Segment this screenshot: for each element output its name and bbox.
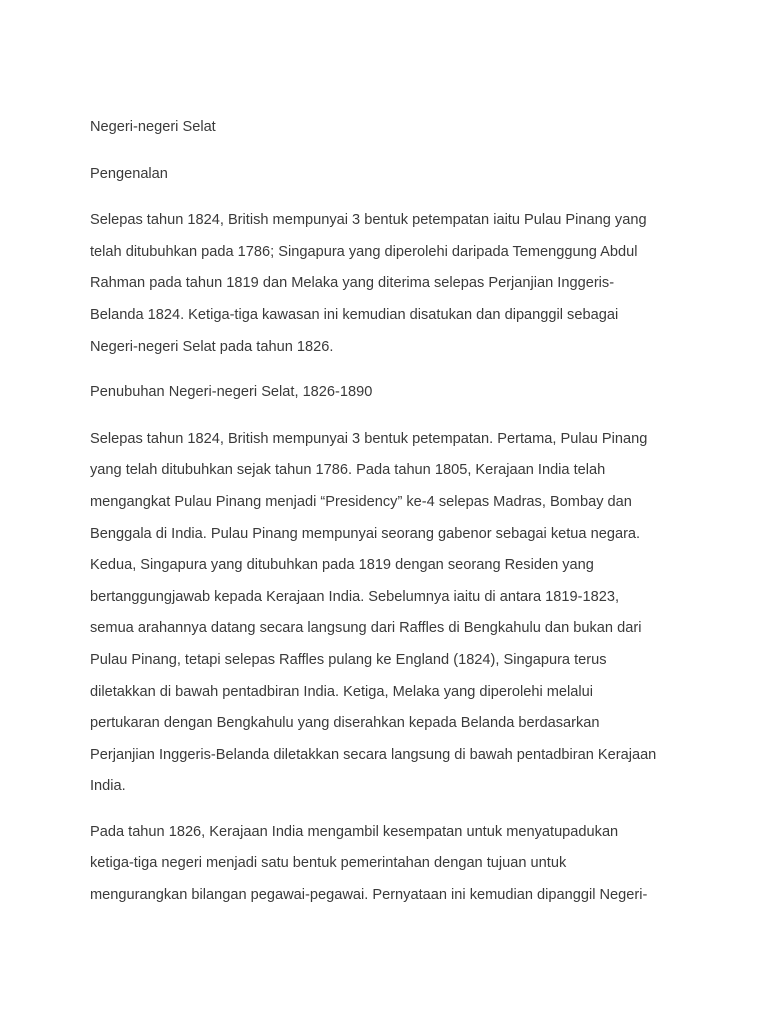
text-line: Pada tahun 1826, Kerajaan India mengambil kesempatan untuk menyatupadukan: [90, 823, 619, 840]
title-line: Negeri-negeri Selat: [90, 119, 216, 135]
document-body: [90, 112, 682, 926]
text-line: Negeri-negeri Selat pada tahun 1826.: [90, 338, 334, 355]
paragraph-unification: [90, 817, 682, 912]
text-line: diletakkan di bawah pentadbiran India. Ketiga, Melaka yang diperolehi melalui: [90, 683, 593, 700]
paragraph-intro: [90, 205, 682, 363]
text-line: Kedua, Singapura yang ditubuhkan pada 1819 dengan seorang Residen yang: [90, 557, 594, 574]
text-line: pertukaran dengan Bengkahulu yang diserahkan kepada Belanda berdasarkan: [90, 715, 600, 732]
text-line: yang telah ditubuhkan sejak tahun 1786. Pada tahun 1805, Kerajaan India telah: [90, 462, 606, 479]
text-line: India.: [90, 778, 126, 795]
heading-line: Pengenalan: [90, 165, 168, 182]
text-line: ketiga-tiga negeri menjadi satu bentuk pemerintahan dengan tujuan untuk: [90, 855, 567, 872]
text-line: semua arahannya datang secara langsung dari Raffles di Bengkahulu dan bukan dari: [90, 620, 642, 637]
section-heading-intro: [90, 159, 682, 191]
document-title: [90, 112, 682, 144]
text-line: Benggala di India. Pulau Pinang mempunyai seorang gabenor sebagai ketua negara.: [90, 525, 641, 542]
text-line: bertanggungjawab kepada Kerajaan India. Sebelumnya iaitu di antara 1819-1823,: [90, 588, 620, 605]
text-line: Perjanjian Inggeris-Belanda diletakkan secara langsung di bawah pentadbiran Kerajaan: [90, 746, 657, 763]
text-line: Pulau Pinang, tetapi selepas Raffles pulang ke England (1824), Singapura terus: [90, 651, 607, 668]
paragraph-formation: [90, 424, 682, 803]
text-line: Rahman pada tahun 1819 dan Melaka yang diterima selepas Perjanjian Inggeris-: [90, 275, 615, 292]
section-heading-formation: [90, 377, 682, 409]
text-line: Selepas tahun 1824, British mempunyai 3 bentuk petempatan. Pertama, Pulau Pinang: [90, 430, 648, 447]
heading-line: Penubuhan Negeri-negeri Selat, 1826-1890: [90, 384, 373, 401]
text-line: mengangkat Pulau Pinang menjadi “Presidency” ke-4 selepas Madras, Bombay dan: [90, 493, 632, 510]
text-line: Selepas tahun 1824, British mempunyai 3 bentuk petempatan iaitu Pulau Pinang yang: [90, 212, 647, 229]
text-line: mengurangkan bilangan pegawai-pegawai. Pernyataan ini kemudian dipanggil Negeri-: [90, 887, 648, 904]
text-line: Belanda 1824. Ketiga-tiga kawasan ini kemudian disatukan dan dipanggil sebagai: [90, 306, 619, 323]
text-line: telah ditubuhkan pada 1786; Singapura yang diperolehi daripada Temenggung Abdul: [90, 243, 638, 260]
